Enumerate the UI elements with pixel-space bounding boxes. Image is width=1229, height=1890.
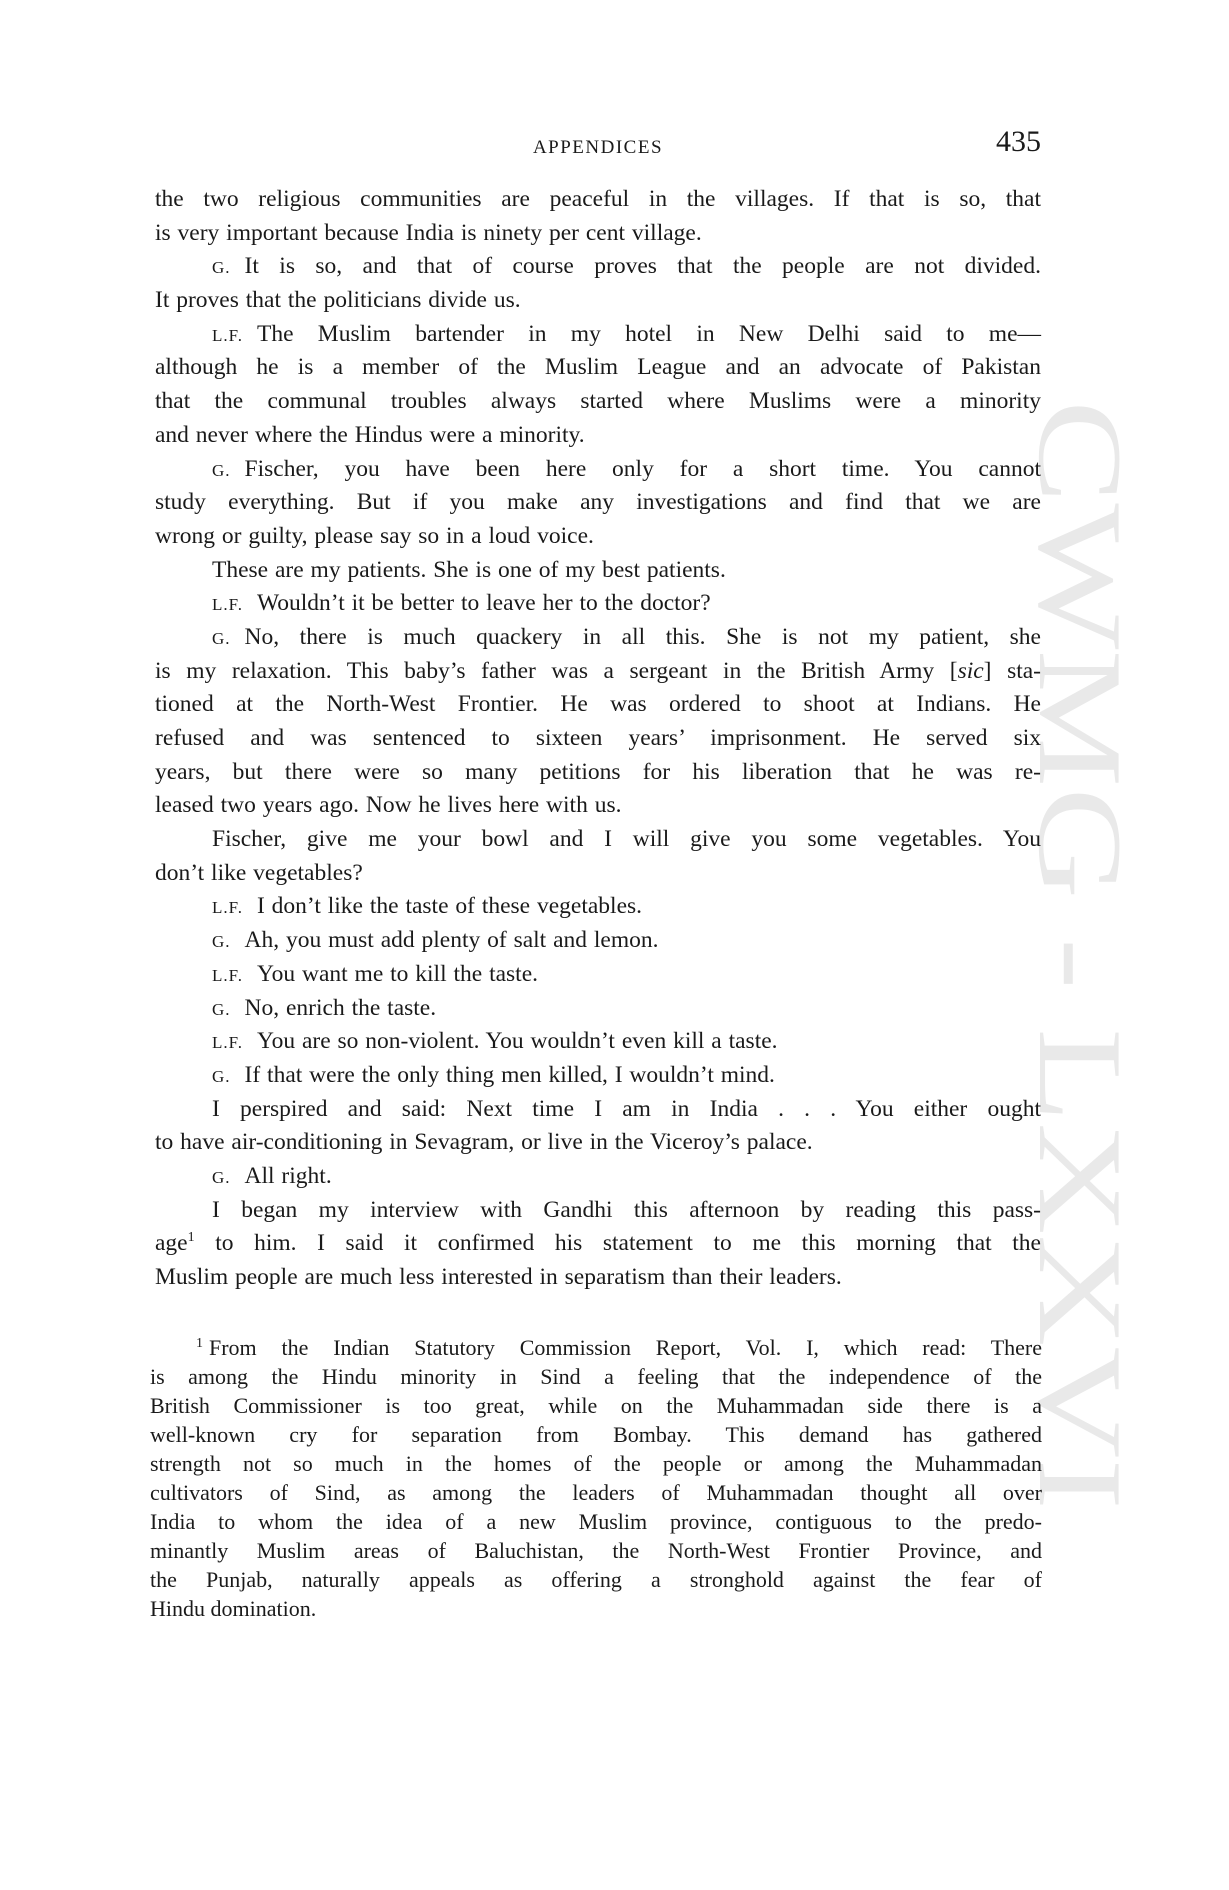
footnote-line: cultivators of Sind, as among the leaders of Muhammadan thought all over (150, 1480, 1042, 1505)
text-line: study everything. But if you make any investigations and find that we are (155, 489, 1041, 516)
footnote-line: is among the Hindu minority in Sind a feeling that the independence of the (150, 1364, 1042, 1389)
text-line: tioned at the North-West Frontier. He was ordered to shoot at Indians. He (155, 691, 1041, 718)
paragraph (155, 1194, 1041, 1295)
text-line: L.F. The Muslim bartender in my hotel in New Delhi said to me— (212, 320, 1041, 347)
footnote-line: British Commissioner is too great, while on the Muhammadan side there is a (150, 1393, 1042, 1418)
running-head: APPENDICES (532, 137, 664, 158)
main-text (155, 183, 1041, 1295)
speaker-label: G. (212, 460, 231, 480)
paragraph (155, 992, 1041, 1026)
paragraph (155, 183, 1041, 250)
text-line: L.F. You want me to kill the taste. (212, 960, 539, 987)
footnote-line: $^1$ From the Indian Statutory Commission Report, Vol. I, which read: There (196, 1335, 1042, 1360)
paragraph (155, 554, 1041, 588)
footnote-ref[interactable]: 1 (187, 1230, 195, 1246)
footnote-line: minantly Muslim areas of Baluchistan, the North-West Frontier Province, and (150, 1538, 1042, 1563)
text-line: G. No, there is much quackery in all this. She is not my patient, she (212, 623, 1041, 650)
text-line: refused and was sentenced to sixteen years’ imprisonment. He served six (155, 725, 1041, 751)
speaker-label: G. (212, 258, 231, 278)
text-line: to have air-conditioning in Sevagram, or live in the Viceroy’s palace. (155, 1129, 813, 1156)
footnote-line: the Punjab, naturally appeals as offering a stronghold against the fear of (150, 1567, 1042, 1592)
text-line: These are my patients. She is one of my best patients. (212, 556, 726, 583)
paragraph (155, 1093, 1041, 1160)
speaker-label: G. (212, 1167, 231, 1187)
paragraph (155, 1059, 1041, 1093)
text-line: that the communal troubles always started where Muslims were a minority (155, 388, 1041, 415)
text-line: although he is a member of the Muslim League and an advocate of Pakistan (155, 354, 1041, 381)
paragraph (155, 250, 1041, 317)
text-line: is very important because India is ninety per cent village. (155, 219, 702, 246)
speaker-label: L.F. (212, 595, 243, 615)
text-line: It proves that the politicians divide us. (155, 287, 521, 314)
text-line: G. Fischer, you have been here only for a short time. You cannot (212, 455, 1041, 482)
text-line: Muslim people are much less interested in separatism than their leaders. (155, 1264, 842, 1290)
text-line: wrong or guilty, please say so in a loud voice. (155, 522, 594, 549)
text-line: G. All right. (212, 1162, 332, 1189)
text-line: G. No, enrich the taste. (212, 994, 437, 1021)
footnote-line: Hindu domination. (150, 1596, 317, 1621)
footnote-line: well-known cry for separation from Bombay. This demand has gathered (150, 1422, 1042, 1447)
text-line: G. It is so, and that of course proves that the people are not divided. (212, 253, 1041, 280)
text-line: G. Ah, you must add plenty of salt and lemon. (212, 927, 659, 954)
footnote-line: India to whom the idea of a new Muslim province, contiguous to the predo- (150, 1509, 1042, 1534)
paragraph (155, 1025, 1041, 1059)
text-line: G. If that were the only thing men killed, I wouldn’t mind. (212, 1061, 775, 1088)
paragraph (155, 318, 1041, 453)
text-line: and never where the Hindus were a minority. (155, 421, 585, 448)
paragraph (155, 587, 1041, 621)
text-line: don’t like vegetables? (155, 859, 363, 886)
paragraph (155, 621, 1041, 823)
text-line: I began my interview with Gandhi this afternoon by reading this pass- (212, 1196, 1041, 1223)
text-line: Fischer, give me your bowl and I will give you some vegetables. You (212, 826, 1041, 853)
paragraph (155, 1160, 1041, 1194)
speaker-label: L.F. (212, 965, 243, 985)
speaker-label: G. (212, 999, 231, 1019)
text-line: L.F. You are so non-violent. You wouldn’t even kill a taste. (212, 1028, 778, 1055)
text-line: is my relaxation. This baby’s father was a sergeant in the British Army [sic] sta- (155, 657, 1041, 684)
text-line: L.F. Wouldn’t it be better to leave her to the doctor? (212, 590, 711, 617)
paragraph (155, 453, 1041, 554)
speaker-label: G. (212, 1066, 231, 1086)
text-line: I perspired and said: Next time I am in India . . . You either ought (212, 1095, 1041, 1122)
watermark-text: CWMG LXXVI (1014, 400, 1120, 1260)
text-line: age$^1$ to him. I said it confirmed his statement to me this morning that the (155, 1230, 1041, 1257)
paragraph (155, 890, 1041, 924)
speaker-label: G. (212, 932, 231, 952)
text-line: years, but there were so many petitions for his liberation that he was re- (155, 758, 1041, 785)
page-number: 435 (996, 125, 1041, 158)
text-line: the two religious communities are peaceful in the villages. If that is so, that (155, 186, 1041, 212)
footnote (150, 1333, 1042, 1623)
speaker-label: L.F. (212, 325, 243, 345)
text-line: leased two years ago. Now he lives here with us. (155, 792, 622, 819)
speaker-label: G. (212, 628, 231, 648)
paragraph (155, 924, 1041, 958)
footnote-line: strength not so much in the homes of the people or among the Muhammadan (150, 1451, 1042, 1476)
speaker-label: L.F. (212, 1033, 243, 1053)
paragraph (155, 823, 1041, 890)
footnote-marker: 1 (196, 1335, 203, 1351)
text-line: L.F. I don’t like the taste of these vegetables. (212, 893, 643, 920)
page-header (155, 125, 1041, 165)
paragraph (155, 958, 1041, 992)
speaker-label: L.F. (212, 898, 243, 918)
